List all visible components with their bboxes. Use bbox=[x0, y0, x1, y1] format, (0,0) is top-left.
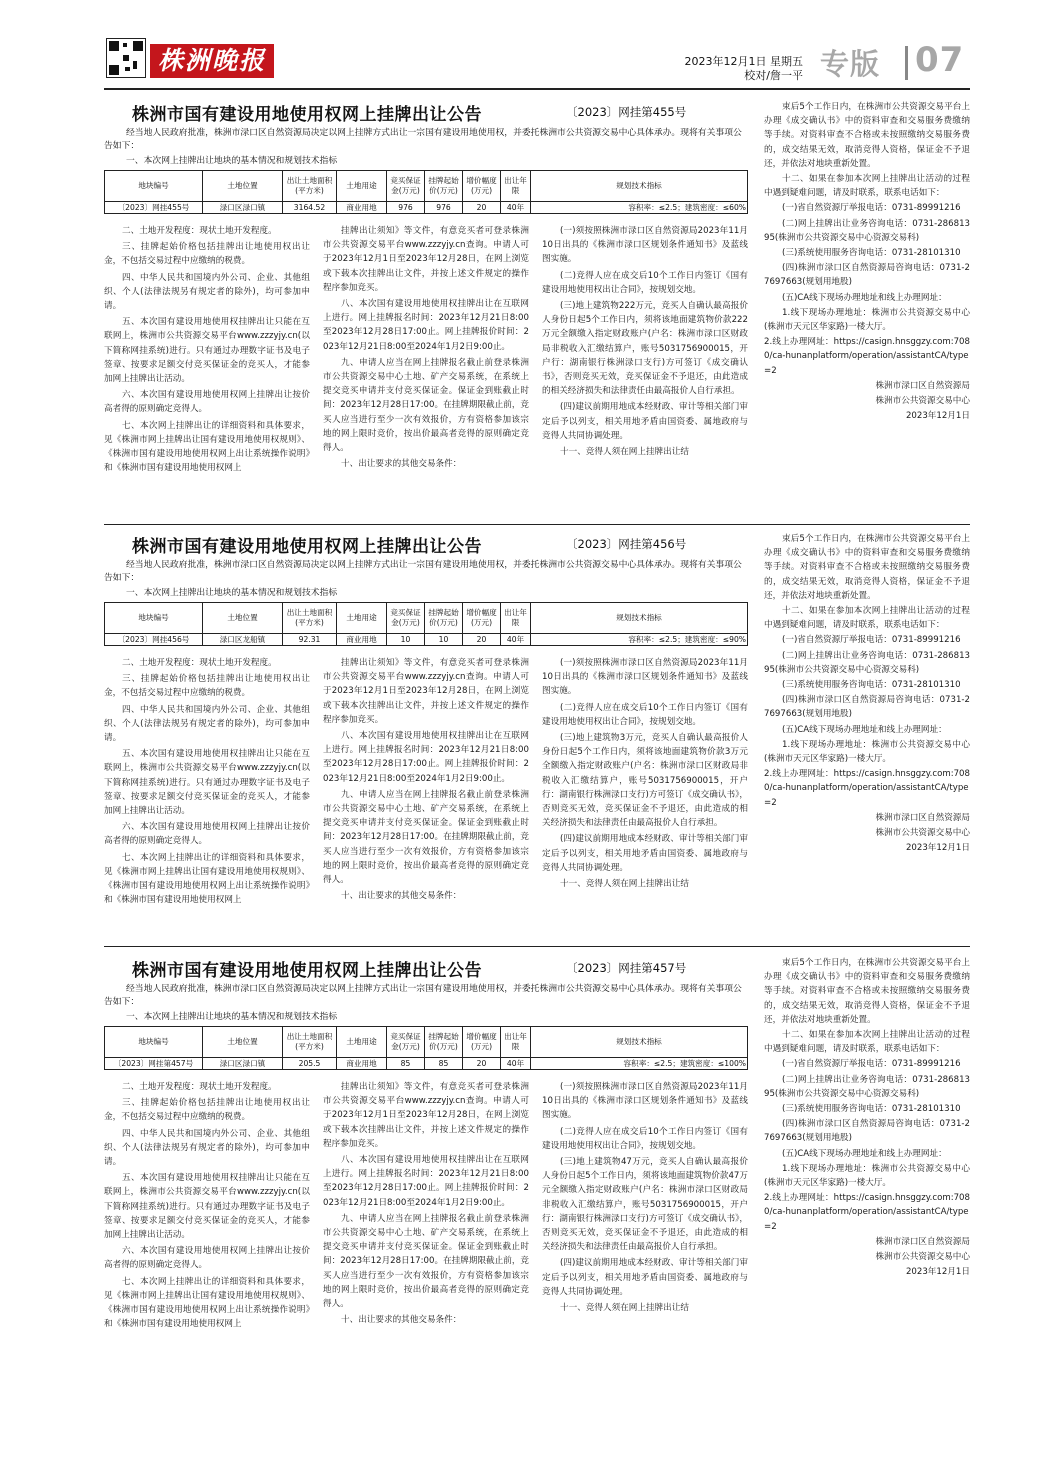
table-header: 出让年限 bbox=[501, 171, 531, 202]
table-header: 挂牌起始价(万元) bbox=[425, 171, 463, 202]
notice-intro: 经当地人民政府批准，株洲市渌口区自然资源局决定以网上挂牌方式出让一宗国有建设用地使用权，并委托株洲市公共资源交易中心具体承办。现将有关事项公告如下： bbox=[104, 984, 742, 1007]
table-header: 挂牌起始价(万元) bbox=[425, 1027, 463, 1058]
body-column-3 bbox=[542, 656, 748, 893]
notice-divider bbox=[104, 946, 970, 947]
masthead bbox=[0, 0, 1039, 92]
paragraph: 二、土地开发程度：现状土地开发程度。 bbox=[122, 1082, 277, 1092]
table-cell: 渌口区渌口镇 bbox=[203, 1058, 283, 1070]
notice-title: 株洲市国有建设用地使用权网上挂牌出让公告 bbox=[132, 537, 482, 557]
paragraph: 五、本次国有建设用地使用权挂牌出让只能在互联网上，株洲市公共资源交易平台www.zzzyjy.cn(以下简称网挂系统)进行。只有通过办理数字证书及电子签章、按要求足额交付竞买保证金的竞买人，才能参加网上挂牌出让活动。 bbox=[104, 1173, 310, 1241]
table-header: 竞买保证金(万元) bbox=[387, 171, 425, 202]
paragraph: 十一、竞得人须在网上挂牌出让结 bbox=[560, 1303, 689, 1314]
paragraph: 十二、如果在参加本次网上挂牌出让活动的过程中遇到疑难问题，请及时联系，联系电话如下： bbox=[764, 174, 970, 199]
paragraph: 束后5个工作日内，在株洲市公共资源交易平台上办理《成交确认书》中的资料审查和交易服务费缴纳等手续。对资料审查不合格或未按照缴纳交易服务费的，成交结果无效，取消竞得人资格，保证金不予退还，并依法对地块重新处置。 bbox=[764, 534, 970, 601]
paragraph: 八、本次国有建设用地使用权挂牌出让在互联网上进行。网上挂牌报名时间：2023年12月21日8:00至2023年12月28日17:00止。网上挂牌报价时间：2023年12月21日8:00至2024年1月2日9:00止。 bbox=[323, 299, 529, 352]
signature-date: 2023年12月1日 bbox=[905, 411, 970, 422]
section-divider bbox=[905, 46, 908, 80]
table-cell: 20 bbox=[463, 202, 501, 214]
paragraph: 1.线下现场办理地址：株洲市公共资源交易中心(株洲市天元区华家路)一楼大厅。 bbox=[764, 1163, 970, 1189]
notice-457 bbox=[104, 956, 970, 1416]
paragraph: 挂牌出让须知》等文件，有意竞买者可登录株洲市公共资源交易平台www.zzzyjy.cn查询。申请人可于2023年12月1日至2023年12月28日，在网上浏览或下载本次挂牌出让文件，并按上述文件规定的操作程序参加竞买。 bbox=[323, 658, 529, 725]
table-cell: 976 bbox=[425, 202, 463, 214]
paragraph: 十一、竞得人须在网上挂牌出让结 bbox=[560, 447, 689, 458]
table-heading: 一、本次网上挂牌出让地块的基本情况和规划技术指标 bbox=[126, 156, 338, 166]
notice-455 bbox=[104, 100, 970, 520]
paragraph: 十、出让要求的其他交易条件： bbox=[341, 1315, 462, 1326]
table-header: 规划技术指标 bbox=[531, 171, 748, 202]
paragraph: (三)地上建筑物222万元，竞买人自确认最高报价人身份日起5个工作日内，须将该地面建筑物价款222万元全额缴入指定财政账户(户名：株洲市渌口区财政局非税收入汇缴结算户，账号503175690001​5，开户行：湖南银行株洲渌口支行)方可签订《成交确认书》，否则竞买无效，竞买保证金不予退还，由此造成的相关经济损失和法律责任由最高报价人自行承担。 bbox=[542, 301, 748, 397]
table-cell: 容积率：≤2.5；建筑密度：≤60% bbox=[531, 202, 748, 214]
paragraph: (三)系统使用服务咨询电话：0731-28101310 bbox=[782, 680, 961, 691]
table-cell: 渌口区龙船镇 bbox=[203, 634, 283, 646]
table-cell: 85 bbox=[425, 1058, 463, 1070]
paragraph: 九、申请人应当在网上挂牌报名截止前登录株洲市公共资源交易中心土地、矿产交易系统，在系统上提交竞买申请并支付竞买保证金。保证金到账截止时间：2023年12月28日17:00。在挂牌期限截止前，竞买人应当进行至少一次有效报价，方有资格参加该宗地的网上限时竞价，按出价最高者竞得的原则确定竞得人。 bbox=[323, 789, 530, 886]
land-info-table bbox=[104, 170, 748, 214]
table-header: 土地位置 bbox=[203, 171, 283, 202]
table-header: 土地位置 bbox=[203, 603, 283, 634]
table-header: 地块编号 bbox=[105, 1027, 203, 1058]
paragraph: 十一、竞得人须在网上挂牌出让结 bbox=[560, 879, 689, 890]
table-header: 地块编号 bbox=[105, 603, 203, 634]
editor-credit: 校对/詹一平 bbox=[744, 69, 803, 82]
paragraph: (一)须按照株洲市渌口区自然资源局2023年11月10日出具的《株洲市渌口区规划条件通知书》及蓝线图实施。 bbox=[542, 226, 748, 265]
table-cell: 40年 bbox=[501, 634, 531, 646]
table-header: 竞买保证金(万元) bbox=[387, 603, 425, 634]
paragraph: 四、中华人民共和国境内外公司、企业、其他组织、个人(法律法规另有规定者的除外)，均可参加申请。 bbox=[104, 704, 310, 744]
body-column-1 bbox=[104, 656, 310, 909]
table-header: 规划技术指标 bbox=[531, 603, 748, 634]
paragraph: 束后5个工作日内，在株洲市公共资源交易平台上办理《成交确认书》中的资料审查和交易服务费缴纳等手续。对资料审查不合格或未按照缴纳交易服务费的，成交结果无效，取消竞得人资格，保证金不予退还，并依法对地块重新处置。 bbox=[764, 958, 970, 1025]
paragraph: 十二、如果在参加本次网上挂牌出让活动的过程中遇到疑难问题，请及时联系，联系电话如下： bbox=[764, 1030, 970, 1055]
table-header: 挂牌起始价(万元) bbox=[425, 603, 463, 634]
paragraph: 四、中华人民共和国境内外公司、企业、其他组织、个人(法律法规另有规定者的除外)，均可参加申请。 bbox=[104, 272, 310, 312]
table-header: 增价幅度(万元) bbox=[463, 1027, 501, 1058]
notice-number: 〔2023〕网挂第457号 bbox=[566, 961, 687, 975]
table-heading: 一、本次网上挂牌出让地块的基本情况和规划技术指标 bbox=[126, 1012, 338, 1022]
notice-side-column bbox=[764, 100, 970, 424]
body-column-3 bbox=[542, 224, 748, 461]
table-cell: 商业用地 bbox=[337, 634, 387, 646]
table-cell: 10 bbox=[425, 634, 463, 646]
land-info-table bbox=[104, 602, 748, 646]
paragraph: (四)建议前期用地成本经财政、审计等相关部门审定后予以列支，相关用地矛盾由国资委、属地政府与竞得人共同协调处理。 bbox=[542, 1258, 748, 1297]
paragraph: (二)竞得人应在成交后10个工作日内签订《国有建设用地使用权出让合同》，按规划交地。 bbox=[542, 702, 748, 727]
table-cell: 40年 bbox=[501, 202, 531, 214]
paragraph: (一)须按照株洲市渌口区自然资源局2023年11月10日出具的《株洲市渌口区规划条件通知书》及蓝线图实施。 bbox=[542, 1082, 748, 1121]
paragraph: 七、本次网上挂牌出让的详细资料和具体要求，见《株洲市网上挂牌出让国有建设用地使用权规则》、《株洲市国有建设用地使用权网上出让系统操作说明》和《株洲市国有建设用地使用权网上 bbox=[104, 1276, 310, 1330]
signature-organization: 株洲市公共资源交易中心 bbox=[875, 1252, 970, 1263]
notice-divider bbox=[104, 524, 970, 525]
paragraph: (四)株洲市渌口区自然资源局咨询电话：0731-27697663(规划用地股) bbox=[764, 1119, 970, 1144]
signature-organization: 株洲市公共资源交易中心 bbox=[875, 828, 970, 839]
table-cell: 3164.52 bbox=[283, 202, 337, 214]
signature-date: 2023年12月1日 bbox=[905, 843, 970, 854]
paragraph: 挂牌出让须知》等文件，有意竞买者可登录株洲市公共资源交易平台www.zzzyjy.cn查询。申请人可于2023年12月1日至2023年12月28日，在网上浏览或下载本次挂牌出让文件，并按上述文件规定的操作程序参加竞买。 bbox=[323, 1082, 529, 1149]
issue-date: 2023年12月1日 星期五 bbox=[684, 55, 803, 68]
notice-title: 株洲市国有建设用地使用权网上挂牌出让公告 bbox=[132, 105, 482, 125]
land-info-table bbox=[104, 1026, 748, 1070]
paragraph: (四)建议前期用地成本经财政、审计等相关部门审定后予以列支，相关用地矛盾由国资委、属地政府与竞得人共同协调处理。 bbox=[542, 834, 748, 873]
paragraph: 束后5个工作日内，在株洲市公共资源交易平台上办理《成交确认书》中的资料审查和交易服务费缴纳等手续。对资料审查不合格或未按照缴纳交易服务费的，成交结果无效，取消竞得人资格，保证金不予退还，并依法对地块重新处置。 bbox=[764, 102, 970, 169]
notice-number: 〔2023〕网挂第456号 bbox=[566, 537, 687, 551]
table-cell: 〔2023〕网挂第457号 bbox=[105, 1058, 203, 1070]
table-cell: 85 bbox=[387, 1058, 425, 1070]
paragraph: 八、本次国有建设用地使用权挂牌出让在互联网上进行。网上挂牌报名时间：2023年12月21日8:00至2023年12月28日17:00止。网上挂牌报价时间：2023年12月21日8:00至2024年1月2日9:00止。 bbox=[323, 731, 529, 784]
paragraph: 九、申请人应当在网上挂牌报名截止前登录株洲市公共资源交易中心土地、矿产交易系统，在系统上提交竞买申请并支付竞买保证金。保证金到账截止时间：2023年12月28日17:00。在挂牌期限截止前，竞买人应当进行至少一次有效报价，方有资格参加该宗地的网上限时竞价，按出价最高者竞得的原则确定竞得人。 bbox=[323, 357, 530, 454]
notice-456 bbox=[104, 532, 970, 942]
table-cell: 〔2023〕网挂456号 bbox=[105, 634, 203, 646]
paragraph: 二、土地开发程度：现状土地开发程度。 bbox=[122, 658, 277, 668]
page-number: 07 bbox=[915, 40, 965, 80]
paragraph: 二、土地开发程度：现状土地开发程度。 bbox=[122, 226, 277, 236]
paragraph: 七、本次网上挂牌出让的详细资料和具体要求，见《株洲市网上挂牌出让国有建设用地使用权规则》、《株洲市国有建设用地使用权网上出让系统操作说明》和《株洲市国有建设用地使用权网上 bbox=[104, 852, 310, 906]
table-header: 增价幅度(万元) bbox=[463, 603, 501, 634]
paragraph: (三)地上建筑物3万元，竞买人自确认最高报价人身份日起5个工作日内，须将该地面建筑物价款3万元全额缴入指定财政账户(户名：株洲市渌口区财政局非税收入汇缴结算户，账号5031756900015，开户行：湖南银行株洲渌口支行)方可签订《成交确认书》，否则竞买无效，竞买保证金不予退还，由此造成的相关经济损失和法律责任由最高报价人自行承担。 bbox=[542, 733, 748, 829]
notice-title: 株洲市国有建设用地使用权网上挂牌出让公告 bbox=[132, 961, 482, 981]
table-header: 土地用途 bbox=[337, 171, 387, 202]
table-row bbox=[105, 1058, 748, 1070]
table-header: 地块编号 bbox=[105, 171, 203, 202]
body-column-2 bbox=[323, 224, 529, 473]
body-column-1 bbox=[104, 1080, 310, 1333]
dateline bbox=[683, 55, 803, 83]
table-header: 出让土地面积(平方米) bbox=[283, 171, 337, 202]
qr-code-icon bbox=[106, 38, 146, 78]
body-column-1 bbox=[104, 224, 310, 477]
paragraph: 十二、如果在参加本次网上挂牌出让活动的过程中遇到疑难问题，请及时联系，联系电话如下： bbox=[764, 606, 970, 631]
paragraph: 四、中华人民共和国境内外公司、企业、其他组织、个人(法律法规另有规定者的除外)，均可参加申请。 bbox=[104, 1128, 310, 1168]
table-cell: 商业用地 bbox=[337, 202, 387, 214]
paragraph: 2.线上办理网址：https://casign.hnsggzy.com:7080/ca-hunanplatform/operation/assistantCA/type=2 bbox=[764, 337, 970, 376]
paragraph: (四)建议前期用地成本经财政、审计等相关部门审定后予以列支，相关用地矛盾由国资委、属地政府与竞得人共同协调处理。 bbox=[542, 402, 748, 441]
paragraph: 五、本次国有建设用地使用权挂牌出让只能在互联网上，株洲市公共资源交易平台www.zzzyjy.cn(以下简称网挂系统)进行。只有通过办理数字证书及电子签章、按要求足额交付竞买保证金的竞买人，才能参加网上挂牌出让活动。 bbox=[104, 317, 310, 385]
paragraph: 1.线下现场办理地址：株洲市公共资源交易中心(株洲市天元区华家路)一楼大厅。 bbox=[764, 739, 970, 765]
paragraph: 九、申请人应当在网上挂牌报名截止前登录株洲市公共资源交易中心土地、矿产交易系统，在系统上提交竞买申请并支付竞买保证金。保证金到账截止时间：2023年12月28日17:00。在挂牌期限截止前，竞买人应当进行至少一次有效报价，方有资格参加该宗地的网上限时竞价，按出价最高者竞得的原则确定竞得人。 bbox=[323, 1213, 530, 1310]
table-cell: 40年 bbox=[501, 1058, 531, 1070]
signature-organization: 株洲市渌口区自然资源局 bbox=[875, 812, 970, 823]
table-cell: 商业用地 bbox=[337, 1058, 387, 1070]
signature-organization: 株洲市渌口区自然资源局 bbox=[875, 1236, 970, 1247]
notice-side-column bbox=[764, 532, 970, 856]
paragraph: 三、挂牌起始价格包括挂牌出让地使用权出让金，不包括交易过程中应缴纳的税费。 bbox=[104, 674, 310, 699]
notice-intro: 经当地人民政府批准，株洲市渌口区自然资源局决定以网上挂牌方式出让一宗国有建设用地使用权，并委托株洲市公共资源交易中心具体承办。现将有关事项公告如下： bbox=[104, 560, 742, 583]
table-cell: 20 bbox=[463, 1058, 501, 1070]
paragraph: (一)省自然资源厅举报电话：0731-89991216 bbox=[782, 203, 961, 214]
table-header: 出让年限 bbox=[501, 603, 531, 634]
paragraph: 十、出让要求的其他交易条件： bbox=[341, 891, 462, 902]
table-heading: 一、本次网上挂牌出让地块的基本情况和规划技术指标 bbox=[126, 588, 338, 598]
paragraph: 2.线上办理网址：https://casign.hnsggzy.com:7080/ca-hunanplatform/operation/assistantCA/type=2 bbox=[764, 769, 970, 808]
table-header: 出让年限 bbox=[501, 1027, 531, 1058]
paragraph: (一)须按照株洲市渌口区自然资源局2023年11月10日出具的《株洲市渌口区规划条件通知书》及蓝线图实施。 bbox=[542, 658, 748, 697]
paragraph: 六、本次国有建设用地使用权网上挂牌出让按价高者得的原则确定竞得人。 bbox=[104, 390, 310, 415]
table-cell: 976 bbox=[387, 202, 425, 214]
notice-side-column bbox=[764, 956, 970, 1280]
paragraph: 三、挂牌起始价格包括挂牌出让地使用权出让金，不包括交易过程中应缴纳的税费。 bbox=[104, 242, 310, 267]
signature-date: 2023年12月1日 bbox=[905, 1267, 970, 1278]
table-cell: 〔2023〕网挂455号 bbox=[105, 202, 203, 214]
paragraph: (二)竞得人应在成交后10个工作日内签订《国有建设用地使用权出让合同》，按规划交地。 bbox=[542, 1126, 748, 1151]
section-name: 专版 bbox=[820, 47, 881, 81]
table-header: 出让土地面积(平方米) bbox=[283, 1027, 337, 1058]
body-column-3 bbox=[542, 1080, 748, 1317]
table-cell: 205.5 bbox=[283, 1058, 337, 1070]
paragraph: 六、本次国有建设用地使用权网上挂牌出让按价高者得的原则确定竞得人。 bbox=[104, 822, 310, 847]
paragraph: (三)系统使用服务咨询电话：0731-28101310 bbox=[782, 1104, 961, 1115]
paragraph: 挂牌出让须知》等文件，有意竞买者可登录株洲市公共资源交易平台www.zzzyjy.cn查询。申请人可于2023年12月1日至2023年12月28日，在网上浏览或下载本次挂牌出让文件，并按上述文件规定的操作程序参加竞买。 bbox=[323, 226, 529, 293]
paragraph: (五)CA线下现场办理地址和线上办理网址： bbox=[782, 292, 947, 303]
paragraph: (二)竞得人应在成交后10个工作日内签订《国有建设用地使用权出让合同》，按规划交地。 bbox=[542, 270, 748, 295]
table-cell: 20 bbox=[463, 634, 501, 646]
table-header: 竞买保证金(万元) bbox=[387, 1027, 425, 1058]
table-cell: 容积率：≤2.5；建筑密度：≤100% bbox=[531, 1058, 748, 1070]
paragraph: (五)CA线下现场办理地址和线上办理网址： bbox=[782, 724, 947, 735]
paragraph: (二)网上挂牌出让业务咨询电话：0731-28681395(株洲市公共资源交易中心资源交易科) bbox=[764, 1074, 970, 1099]
paragraph: (三)系统使用服务咨询电话：0731-28101310 bbox=[782, 248, 961, 259]
table-header: 土地位置 bbox=[203, 1027, 283, 1058]
newspaper-logo: 株洲晚报 bbox=[150, 44, 274, 78]
table-header: 增价幅度(万元) bbox=[463, 171, 501, 202]
paragraph: 十、出让要求的其他交易条件： bbox=[341, 459, 462, 470]
table-row bbox=[105, 634, 748, 646]
notice-number: 〔2023〕网挂第455号 bbox=[566, 105, 687, 119]
body-column-2 bbox=[323, 1080, 529, 1329]
paragraph: 2.线上办理网址：https://casign.hnsggzy.com:7080/ca-hunanplatform/operation/assistantCA/type=2 bbox=[764, 1193, 970, 1232]
table-header: 出让土地面积(平方米) bbox=[283, 603, 337, 634]
paragraph: (四)株洲市渌口区自然资源局咨询电话：0731-27697663(规划用地股) bbox=[764, 263, 970, 288]
paragraph: 1.线下现场办理地址：株洲市公共资源交易中心(株洲市天元区华家路)一楼大厅。 bbox=[764, 307, 970, 333]
paragraph: 三、挂牌起始价格包括挂牌出让地使用权出让金，不包括交易过程中应缴纳的税费。 bbox=[104, 1098, 310, 1123]
paragraph: (三)地上建筑物47万元，竞买人自确认最高报价人身份日起5个工作日内，须将该地面建筑物价款47万元全额缴入指定财政账户(户名：株洲市渌口区财政局非税收入汇缴结算户，账号5031756900015，开户行：湖南银行株洲渌口支行)方可签订《成交确认书》，否则竞买无效，竞买保证金不予退还，由此造成的相关经济损失和法律责任由最高报价人自行承担。 bbox=[542, 1157, 748, 1253]
paragraph: (四)株洲市渌口区自然资源局咨询电话：0731-27697663(规划用地股) bbox=[764, 695, 970, 720]
table-cell: 92.31 bbox=[283, 634, 337, 646]
table-cell: 容积率：≤2.5；建筑密度：≤90% bbox=[531, 634, 748, 646]
paragraph: 六、本次国有建设用地使用权网上挂牌出让按价高者得的原则确定竞得人。 bbox=[104, 1246, 310, 1271]
signature-organization: 株洲市公共资源交易中心 bbox=[875, 396, 970, 407]
paragraph: (一)省自然资源厅举报电话：0731-89991216 bbox=[782, 1059, 961, 1070]
paragraph: (一)省自然资源厅举报电话：0731-89991216 bbox=[782, 635, 961, 646]
paragraph: (五)CA线下现场办理地址和线上办理网址： bbox=[782, 1148, 947, 1159]
paragraph: 八、本次国有建设用地使用权挂牌出让在互联网上进行。网上挂牌报名时间：2023年12月21日8:00至2023年12月28日17:00止。网上挂牌报价时间：2023年12月21日8:00至2024年1月2日9:00止。 bbox=[323, 1155, 529, 1208]
table-row bbox=[105, 202, 748, 214]
notice-intro: 经当地人民政府批准，株洲市渌口区自然资源局决定以网上挂牌方式出让一宗国有建设用地使用权，并委托株洲市公共资源交易中心具体承办。现将有关事项公告如下： bbox=[104, 128, 742, 151]
paragraph: (二)网上挂牌出让业务咨询电话：0731-28681395(株洲市公共资源交易中心资源交易科) bbox=[764, 218, 970, 243]
body-column-2 bbox=[323, 656, 529, 905]
paragraph: (二)网上挂牌出让业务咨询电话：0731-28681395(株洲市公共资源交易中心资源交易科) bbox=[764, 650, 970, 675]
table-cell: 渌口区渌口镇 bbox=[203, 202, 283, 214]
signature-organization: 株洲市渌口区自然资源局 bbox=[875, 380, 970, 391]
table-header: 规划技术指标 bbox=[531, 1027, 748, 1058]
masthead-rule bbox=[104, 88, 970, 90]
paragraph: 五、本次国有建设用地使用权挂牌出让只能在互联网上，株洲市公共资源交易平台www.zzzyjy.cn(以下简称网挂系统)进行。只有通过办理数字证书及电子签章、按要求足额交付竞买保证金的竞买人，才能参加网上挂牌出让活动。 bbox=[104, 749, 310, 817]
paragraph: 七、本次网上挂牌出让的详细资料和具体要求，见《株洲市网上挂牌出让国有建设用地使用权规则》、《株洲市国有建设用地使用权网上出让系统操作说明》和《株洲市国有建设用地使用权网上 bbox=[104, 420, 310, 474]
table-header: 土地用途 bbox=[337, 603, 387, 634]
table-header: 土地用途 bbox=[337, 1027, 387, 1058]
table-cell: 10 bbox=[387, 634, 425, 646]
